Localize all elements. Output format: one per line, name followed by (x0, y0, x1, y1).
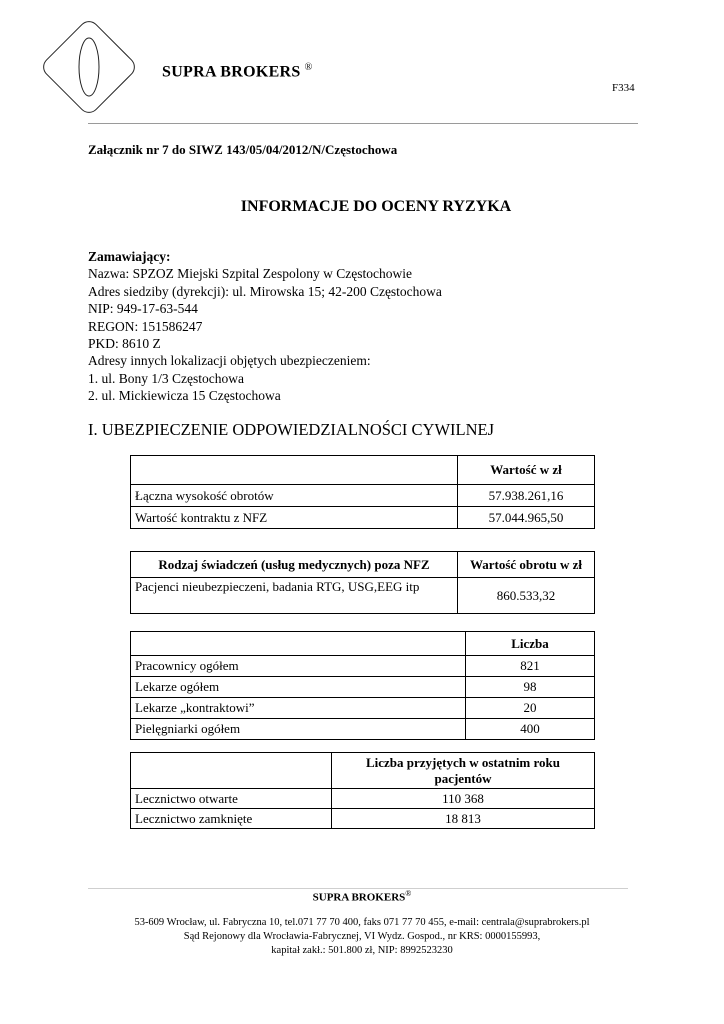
row-value: 18 813 (332, 809, 595, 829)
row-label: Lecznictwo otwarte (131, 789, 332, 809)
table-header-value: Wartość w zł (458, 456, 595, 485)
table-row (131, 578, 595, 614)
row-label: Pracownicy ogółem (131, 656, 466, 677)
client-regon: REGON: 151586247 (88, 318, 203, 334)
client-pkd: PKD: 8610 Z (88, 336, 161, 352)
table-row (131, 485, 595, 507)
location-1: 1. ul. Bony 1/3 Częstochowa (88, 370, 244, 386)
row-value: 57.044.965,50 (458, 507, 595, 529)
footer-capital: kapitał zakł.: 501.800 zł, NIP: 8992523230 (271, 945, 453, 956)
client-name: Nazwa: SPZOZ Miejski Szpital Zespolony w Częstochowie (88, 266, 412, 282)
table-header-service-type: Rodzaj świadczeń (usług medycznych) poza NFZ (131, 552, 458, 578)
admissions-table (130, 752, 595, 829)
header-divider (88, 123, 638, 124)
row-label: Wartość kontraktu z NFZ (131, 507, 458, 529)
section-title: I. UBEZPIECZENIE ODPOWIEDZIALNOŚCI CYWILNEJ (88, 420, 495, 439)
non-nfz-services-table (130, 551, 595, 614)
staff-table (130, 631, 595, 740)
other-locations-label: Adresy innych lokalizacji objętych ubezpieczeniem: (88, 353, 371, 369)
client-nip: NIP: 949-17-63-544 (88, 301, 198, 317)
row-value: 860.533,32 (458, 578, 595, 614)
document-code: F334 (612, 82, 635, 94)
table-header-count: Liczba (466, 632, 595, 656)
row-label: Lekarze ogółem (131, 677, 466, 698)
row-label: Pacjenci nieubezpieczeni, badania RTG, USG,EEG itp (131, 578, 458, 614)
table-row (131, 809, 595, 829)
row-value: 20 (466, 698, 595, 719)
footer-court: Sąd Rejonowy dla Wrocławia-Fabrycznej, VI Wydz. Gospod., nr KRS: 0000155993, (183, 931, 541, 942)
brand-name: SUPRA BROKERS ® (162, 62, 313, 81)
document-title: INFORMACJE DO OCENY RYZYKA (240, 198, 512, 215)
supra-brokers-logo (34, 12, 144, 122)
table-header-admissions: Liczba przyjętych w ostatnim roku pacjentów (332, 753, 595, 789)
turnover-table (130, 455, 595, 529)
row-value: 98 (466, 677, 595, 698)
footer-address: 53-609 Wrocław, ul. Fabryczna 10, tel.071 77 70 400, faks 071 77 70 455, e-mail: centrala@suprabrokers.pl (134, 917, 590, 928)
table-header-empty (131, 632, 466, 656)
client-info (88, 248, 442, 405)
attachment-reference: Załącznik nr 7 do SIWZ 143/05/04/2012/N/Częstochowa (88, 142, 398, 157)
row-label: Łączna wysokość obrotów (131, 485, 458, 507)
row-label: Lekarze „kontraktowi” (131, 698, 466, 719)
table-header-turnover: Wartość obrotu w zł (458, 552, 595, 578)
row-value: 821 (466, 656, 595, 677)
table-row (131, 677, 595, 698)
row-label: Lecznictwo zamknięte (131, 809, 332, 829)
row-value: 57.938.261,16 (458, 485, 595, 507)
table-row (131, 719, 595, 740)
client-address: Adres siedziby (dyrekcji): ul. Mirowska 15; 42-200 Częstochowa (88, 283, 442, 299)
table-row (131, 656, 595, 677)
table-row (131, 507, 595, 529)
row-label: Pielęgniarki ogółem (131, 719, 466, 740)
table-row (131, 698, 595, 719)
row-value: 400 (466, 719, 595, 740)
client-heading: Zamawiający: (88, 249, 171, 264)
footer-brand: SUPRA BROKERS® (312, 889, 412, 904)
table-row (131, 789, 595, 809)
table-header-empty (131, 753, 332, 789)
row-value: 110 368 (332, 789, 595, 809)
table-header-empty (131, 456, 458, 485)
location-2: 2. ul. Mickiewicza 15 Częstochowa (88, 388, 281, 404)
